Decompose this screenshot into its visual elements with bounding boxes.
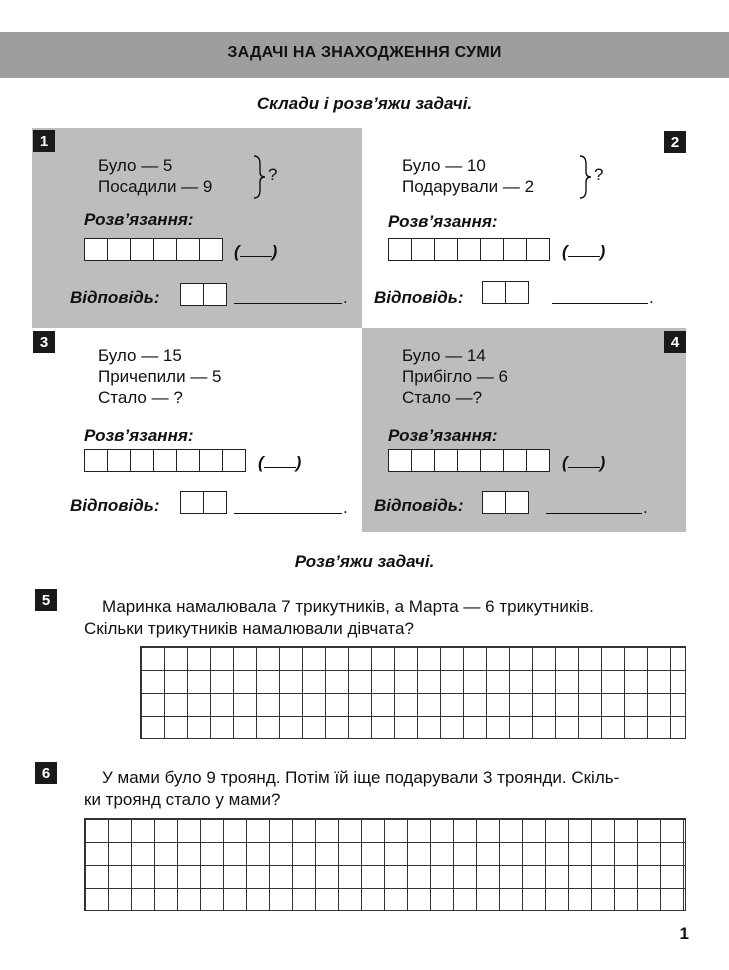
task-4-unit-blank[interactable]: ( )	[562, 453, 606, 472]
task-4-line-2: Прибігло — 6	[402, 367, 508, 386]
task-1-question: ?	[268, 165, 278, 184]
task-3-answer-cells[interactable]	[180, 491, 227, 514]
task-5-line-2: Скільки трикутників намалювали дівчата?	[84, 619, 414, 638]
task-1-solution-cells[interactable]	[84, 238, 223, 261]
task-3-given	[98, 345, 222, 408]
task-2-question: ?	[594, 165, 604, 184]
task-3-answer-line[interactable]	[234, 513, 342, 514]
task-1-given	[98, 155, 212, 197]
task-4-answer-line[interactable]	[546, 513, 642, 514]
task-4-answer-label: Відповідь:	[374, 496, 464, 515]
task-3-answer-label: Відповідь:	[70, 496, 160, 515]
task-5-number: 5	[35, 589, 57, 611]
task-2-line-1: Було — 10	[402, 156, 486, 175]
task-2-answer-label: Відповідь:	[374, 288, 464, 307]
task-6-line-1: У мами було 9 троянд. Потім їй іще подарували 3 троянди. Скіль-	[102, 768, 620, 787]
task-1-period: .	[343, 288, 348, 307]
task-5-answer-grid[interactable]	[140, 646, 686, 739]
task-3-line-2: Причепили — 5	[98, 367, 222, 386]
page-title: ЗАДАЧІ НА ЗНАХОДЖЕННЯ СУМИ	[227, 44, 502, 61]
task-4-line-1: Було — 14	[402, 346, 486, 365]
task-3-number: 3	[33, 331, 55, 353]
task-2-period: .	[649, 288, 654, 307]
task-2-answer-line[interactable]	[552, 303, 648, 304]
task-2-solution-label: Розв’язання:	[388, 212, 498, 231]
task-1-solution-label: Розв’язання:	[84, 210, 194, 229]
task-3-solution-cells[interactable]	[84, 449, 246, 472]
task-1-answer-cells[interactable]	[180, 283, 227, 306]
task-2-brace	[578, 154, 592, 200]
task-1-answer-line[interactable]	[234, 303, 342, 304]
task-3-line-1: Було — 15	[98, 346, 182, 365]
task-3-solution-label: Розв’язання:	[84, 426, 194, 445]
task-4-line-3: Стало —?	[402, 388, 483, 407]
task-1-line-2: Посадили — 9	[98, 177, 213, 196]
task-1-line-1: Було — 5	[98, 156, 173, 175]
task-6-number: 6	[35, 762, 57, 784]
task-2-answer-cells[interactable]	[482, 281, 529, 304]
task-6-answer-grid[interactable]	[84, 818, 686, 911]
task-4-period: .	[643, 498, 648, 517]
task-2-solution-cells[interactable]	[388, 238, 550, 261]
task-5-line-1: Маринка намалювала 7 трикутників, а Марта — 6 трикутників.	[102, 597, 594, 616]
task-3-line-3: Стало — ?	[98, 388, 183, 407]
section-instruction-2: Розв’яжи задачі.	[294, 552, 435, 571]
task-1-answer-label: Відповідь:	[70, 288, 160, 307]
task-4-solution-label: Розв’язання:	[388, 426, 498, 445]
task-4-answer-cells[interactable]	[482, 491, 529, 514]
task-4-number: 4	[664, 331, 686, 353]
task-2-number: 2	[664, 131, 686, 153]
task-1-brace	[252, 154, 266, 200]
task-2-unit-blank[interactable]: ( )	[562, 242, 606, 261]
task-1-number: 1	[33, 130, 55, 152]
task-3-period: .	[343, 498, 348, 517]
task-4-given	[402, 345, 508, 408]
task-6-text	[84, 767, 704, 811]
task-6-line-2: ки троянд стало у мами?	[84, 790, 281, 809]
section-instruction: Склади і розв’яжи задачі.	[256, 94, 473, 113]
task-2-given	[402, 155, 534, 197]
task-4-solution-cells[interactable]	[388, 449, 550, 472]
page-number: 1	[679, 924, 689, 943]
task-1-unit-blank[interactable]: ( )	[234, 242, 278, 261]
task-2-line-2: Подарували — 2	[402, 177, 535, 196]
task-5-text	[84, 596, 704, 640]
task-3-unit-blank[interactable]: ( )	[258, 453, 302, 472]
